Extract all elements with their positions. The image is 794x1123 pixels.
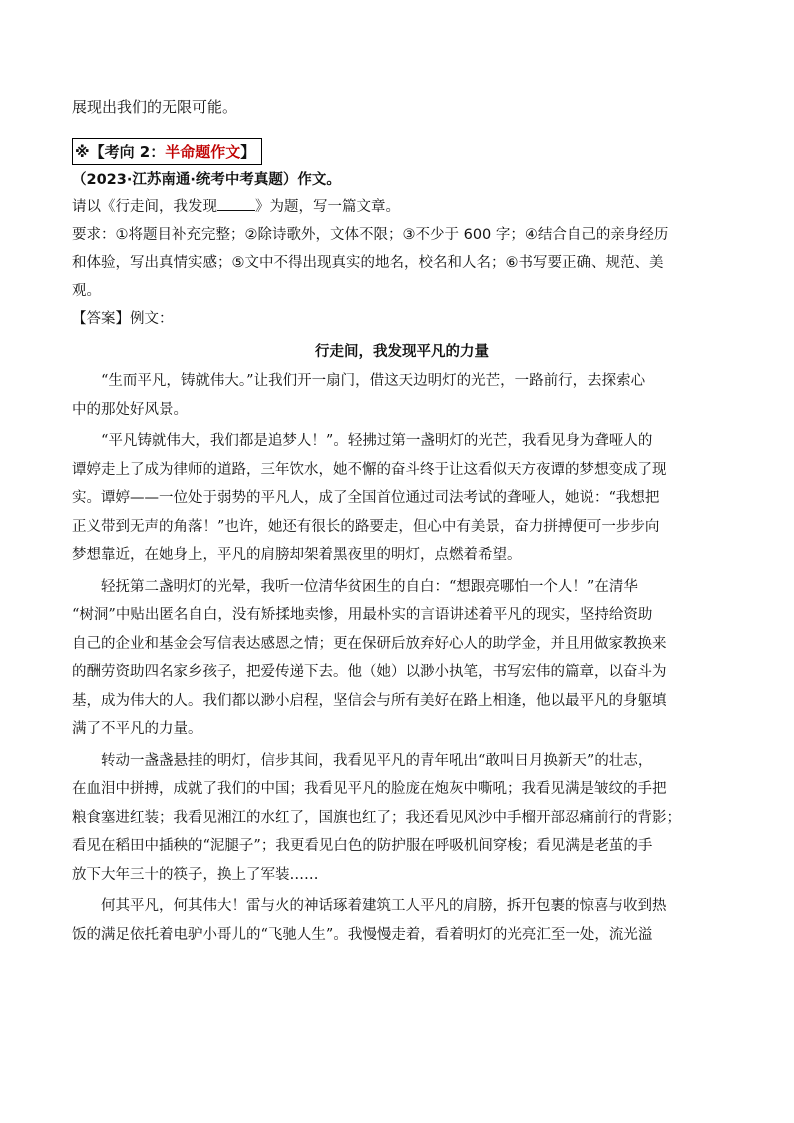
essay-line: 自己的企业和基金会写信表达感恩之情；更在保研后放弃好心人的助学金，并且用做家教换来 (72, 635, 667, 652)
essay-line: 转动一盏盏悬挂的明灯，信步其间，我看见平凡的青年吼出“敢叫日月换新天”的壮志， (101, 752, 653, 769)
heading-suffix: 】 (240, 143, 256, 161)
essay-line: 轻抚第二盏明灯的光晕，我听一位清华贫困生的自白：“想跟亮哪怕一个人！”在清华 (101, 578, 638, 595)
answer-label: 【答案】例文： (72, 311, 174, 327)
essay-title: 行走间，我发现平凡的力量 (315, 343, 489, 360)
essay-line: 在血泪中拼搏，成就了我们的中国；我看见平凡的脸庞在炮灰中嘶吼；我看见满是皱纹的手把 (72, 781, 667, 797)
prompt-blank (217, 196, 255, 211)
essay-paragraph (72, 573, 732, 744)
essay-line: “树洞”中贴出匿名自白，没有矫揉地卖惨，用最朴实的言语讲述着平凡的现实，坚持给资助 (72, 607, 653, 623)
essay-line: 实。谭婷——一位处于弱势的平凡人，成了全国首位通过司法考试的聋哑人，她说：“我想把 (72, 490, 660, 506)
document-page (72, 94, 732, 952)
top-line: 展现出我们的无限可能。 (72, 98, 238, 116)
essay-line: 正义带到无声的角落！”也许，她还有很长的路要走，但心中有美景，奋力拼搏便可一步步向 (72, 518, 660, 535)
essay-paragraph (72, 367, 732, 424)
essay-line: 粮食塞进红装；我看见湘江的水红了，国旗也红了；我还看见风沙中手榴开部忍痛前行的背影； (72, 809, 681, 826)
prompt-line (72, 193, 732, 221)
essay-line: 基，成为伟大的人。我们都以渺小启程，坚信会与所有美好在路上相逢，他以最平凡的身躯填 (72, 692, 667, 709)
requirements-line-2: 和体验，写出真情实感；⑤文中不得出现真实的地名，校名和人名；⑥书写要正确、规范、美 (72, 255, 664, 271)
essay-line: 中的那处好风景。 (72, 401, 188, 418)
prompt-after-blank: 》为题，写一篇文章。 (255, 199, 400, 215)
essay-line: “生而平凡，铸就伟大。”让我们开一扇门，借这天边明灯的光芒，一路前行，去探索心 (101, 373, 646, 389)
heading-prefix: ※【考向 2： (75, 143, 166, 161)
requirements (72, 221, 732, 305)
heading-accent: 半命题作文 (165, 143, 241, 161)
essay-line: 何其平凡，何其伟大！雷与火的神话琢着建筑工人平凡的肩膀，拆开包裹的惊喜与收到热 (101, 898, 667, 914)
prompt-before-blank: 请以《行走间，我发现 (72, 199, 217, 215)
essay-line: 放下大年三十的筷子，换上了军装…… (72, 866, 319, 883)
essay-line: 看见在稻田中插秧的“泥腿子”；我更看见白色的防护服在呼吸机间穿梭；看见满是老茧的手 (72, 838, 653, 854)
essay-line: 梦想靠近，在她身上，平凡的肩膀却架着黑夜里的明灯，点燃着希望。 (72, 547, 522, 563)
section-heading (72, 138, 262, 165)
essay-line: 谭婷走上了成为律师的道路，三年饮水，她不懈的奋斗终于让这看似天方夜谭的梦想变成了现 (72, 461, 667, 478)
source-line: （2023·江苏南通·统考中考真题）作文。 (72, 172, 341, 188)
essay-line: 满了不平凡的力量。 (72, 721, 203, 737)
requirements-line-3: 观。 (72, 283, 101, 299)
essay-body (72, 367, 732, 949)
essay-line: 饭的满足依托着电驴小哥儿的“飞驰人生”。我慢慢走着，看着明灯的光亮汇至一处，流光溢 (72, 926, 653, 943)
essay-line: 的酬劳资助四名家乡孩子，把爱传递下去。他（她）以渺小执笔，书写宏伟的篇章，以奋斗为 (72, 664, 667, 680)
essay-paragraph (72, 892, 732, 949)
requirements-line-1: 要求：①将题目补充完整；②除诗歌外，文体不限；③不少于 600 字；④结合自己的亲身经历 (72, 227, 669, 243)
essay-paragraph (72, 747, 732, 890)
essay-line: “平凡铸就伟大，我们都是追梦人！”。轻拂过第一盏明灯的光芒，我看见身为聋哑人的 (101, 433, 653, 449)
essay-paragraph (72, 427, 732, 570)
